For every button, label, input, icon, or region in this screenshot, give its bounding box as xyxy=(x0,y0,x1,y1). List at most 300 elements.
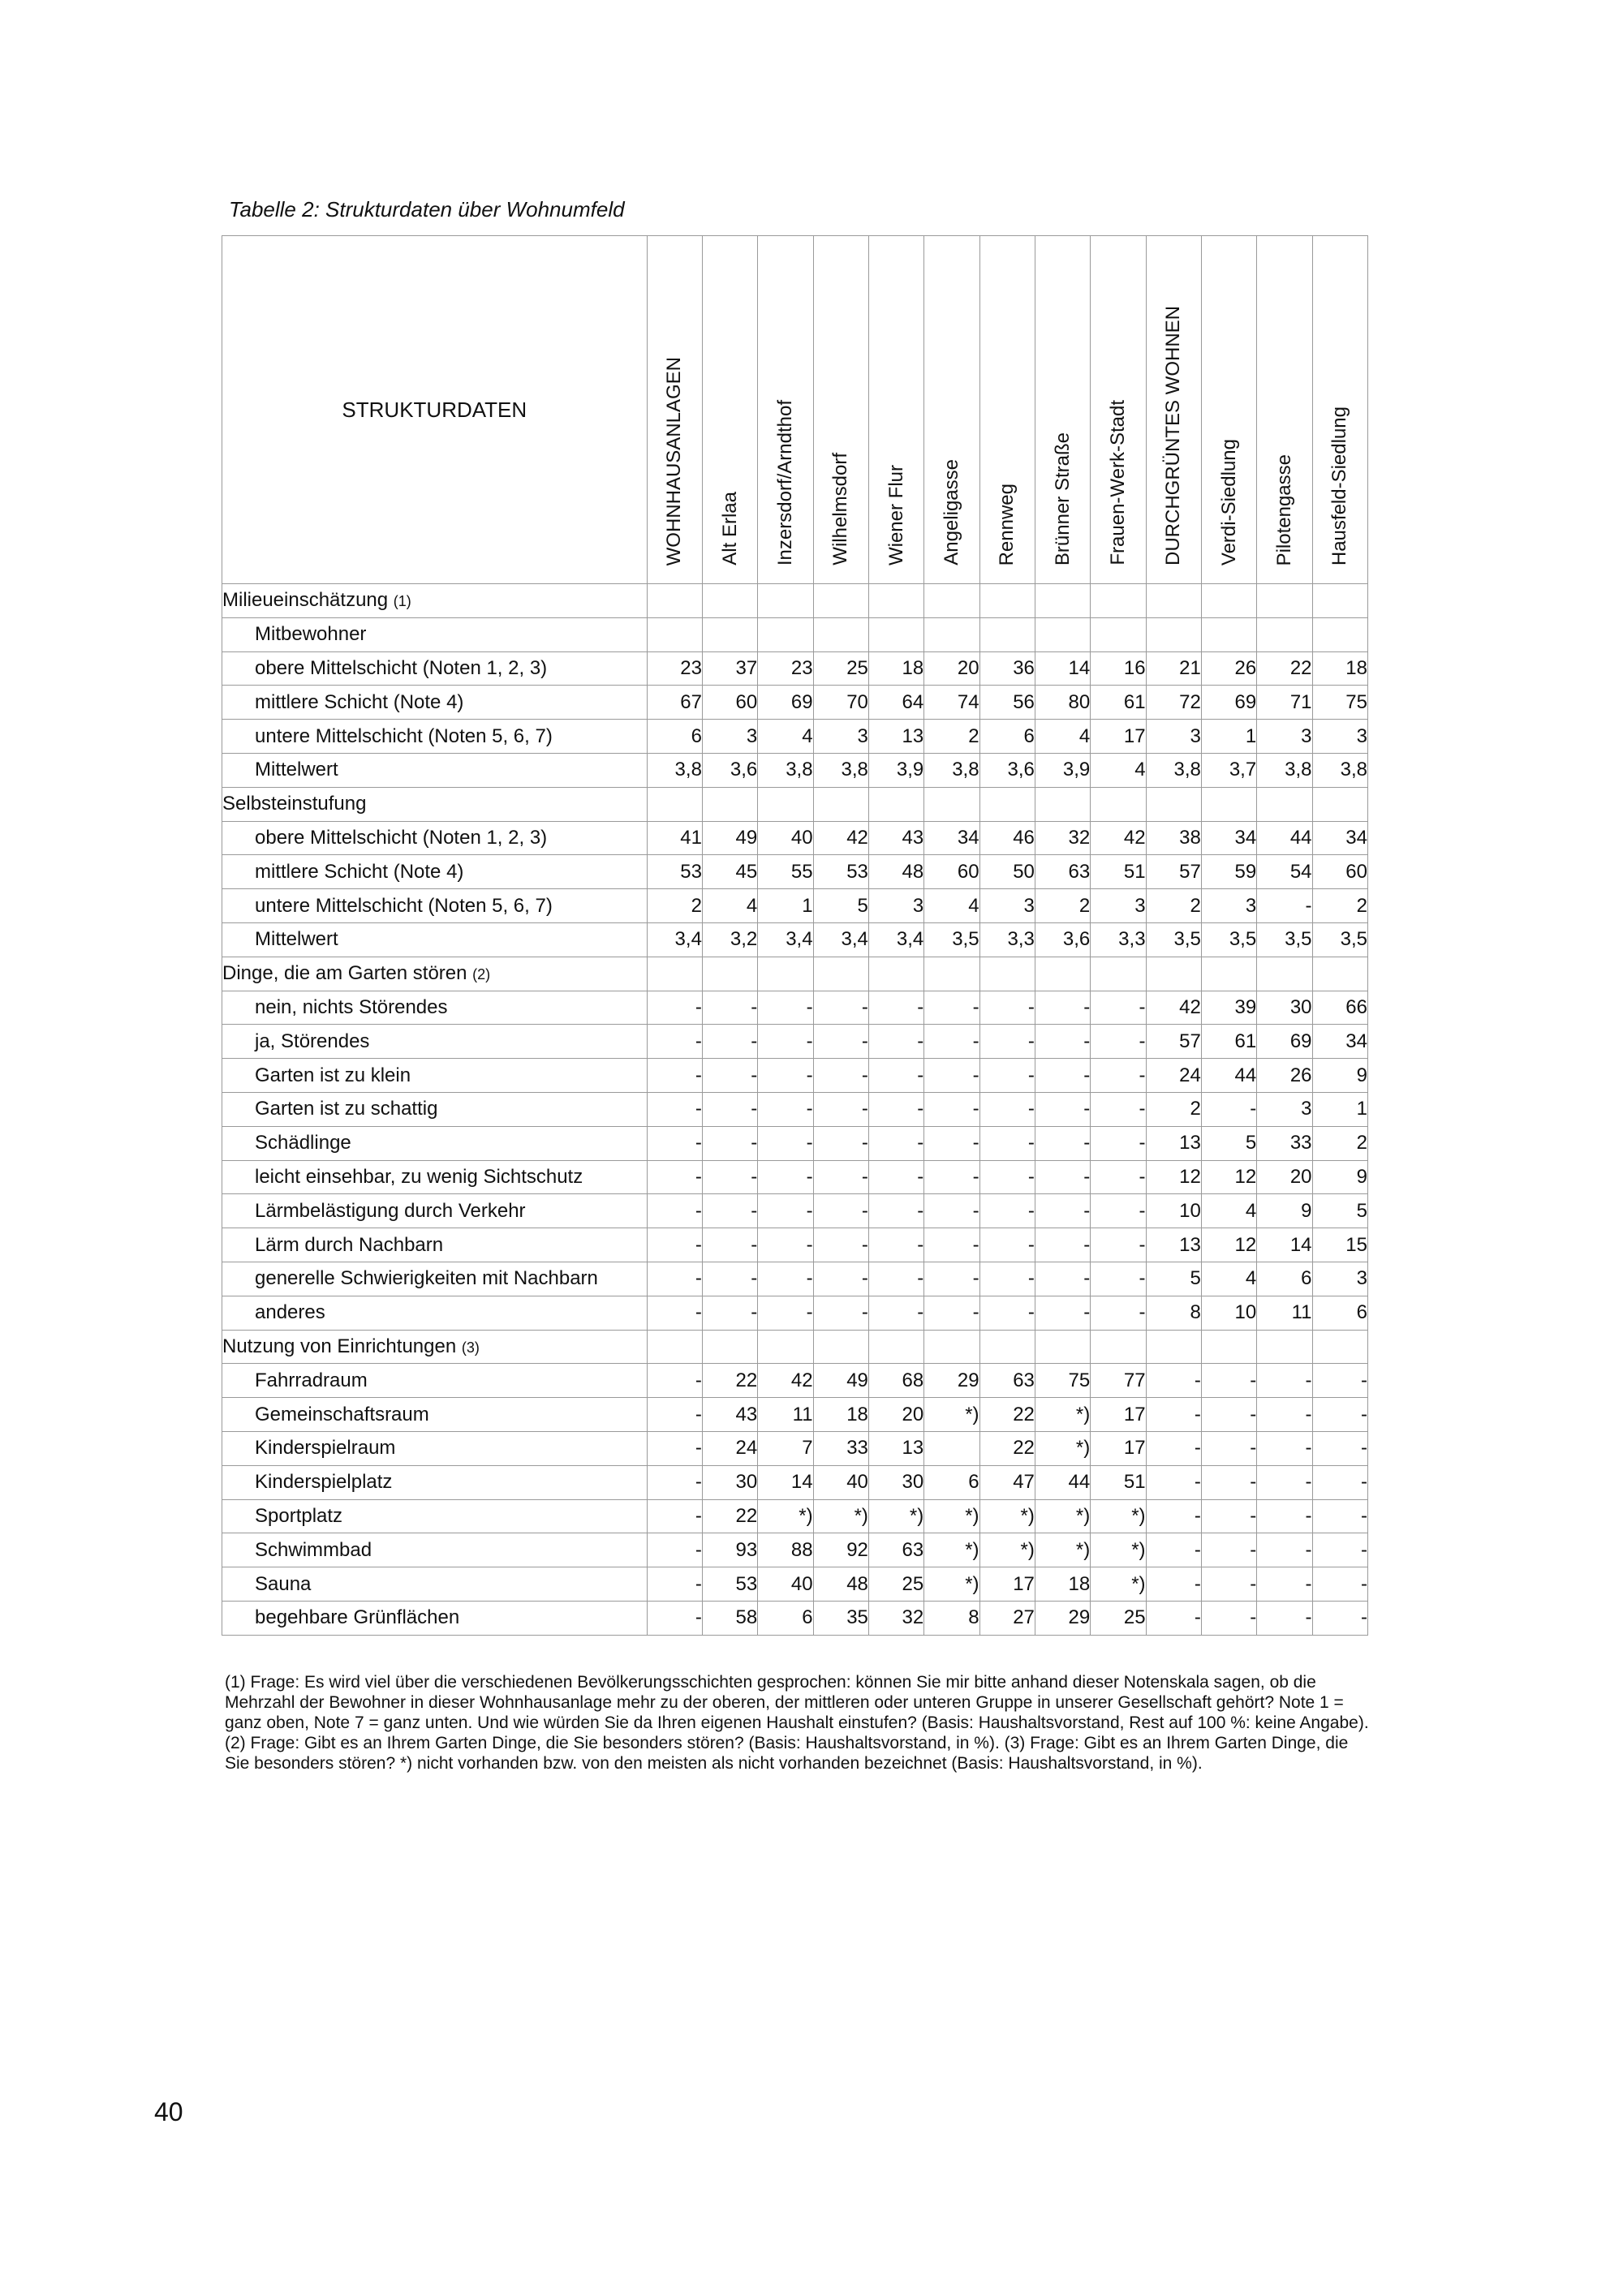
table-cell: 17 xyxy=(979,1567,1035,1602)
table-cell: 7 xyxy=(758,1431,813,1465)
table-cell: 51 xyxy=(1091,855,1146,889)
table-cell: 26 xyxy=(1257,1059,1312,1093)
table-cell xyxy=(1035,584,1090,618)
table-cell: - xyxy=(702,1025,757,1059)
column-header xyxy=(647,236,702,584)
table-row xyxy=(222,1092,1368,1126)
table-cell: 17 xyxy=(1091,720,1146,754)
table-cell: 3 xyxy=(1091,889,1146,923)
table-cell: - xyxy=(758,1092,813,1126)
table-cell: 12 xyxy=(1201,1228,1256,1262)
table-cell: 3,4 xyxy=(758,922,813,957)
table-cell: - xyxy=(702,1194,757,1228)
table-cell xyxy=(1257,1330,1312,1364)
table-cell: 40 xyxy=(758,1567,813,1602)
table-cell: 3,3 xyxy=(1091,922,1146,957)
table-cell xyxy=(1146,584,1201,618)
table-cell: 60 xyxy=(1312,855,1367,889)
row-label-text: mittlere Schicht (Note 4) xyxy=(255,860,464,883)
table-cell: - xyxy=(758,1025,813,1059)
table-cell: - xyxy=(1146,1465,1201,1499)
row-label-text: Nutzung von Einrichtungen xyxy=(222,1335,457,1357)
table-cell: - xyxy=(868,1160,923,1194)
table-cell: 34 xyxy=(1201,821,1256,855)
table-cell xyxy=(702,787,757,821)
table-cell: - xyxy=(979,991,1035,1025)
table-cell xyxy=(1035,1330,1090,1364)
table-cell: 3,5 xyxy=(1146,922,1201,957)
table-cell: 32 xyxy=(868,1601,923,1635)
table-row xyxy=(222,1533,1368,1567)
table-cell: - xyxy=(702,1092,757,1126)
table-cell: - xyxy=(813,1194,868,1228)
table-cell: 22 xyxy=(702,1499,757,1533)
table-cell: 4 xyxy=(1035,720,1090,754)
table-cell: 42 xyxy=(813,821,868,855)
table-cell: - xyxy=(1312,1601,1367,1635)
table-cell: 22 xyxy=(979,1398,1035,1432)
table-row xyxy=(222,1262,1368,1296)
table-cell: *) xyxy=(979,1533,1035,1567)
row-note: (3) xyxy=(461,1339,480,1356)
table-cell: 49 xyxy=(702,821,757,855)
table-cell: - xyxy=(868,1126,923,1160)
table-row xyxy=(222,686,1368,720)
table-row xyxy=(222,1499,1368,1533)
table-cell: 1 xyxy=(758,889,813,923)
table-cell: - xyxy=(758,1262,813,1296)
table-cell xyxy=(702,957,757,991)
table-cell: 3,5 xyxy=(1201,922,1256,957)
corner-header: STRUKTURDATEN xyxy=(222,236,648,584)
column-header xyxy=(1257,236,1312,584)
table-cell: 3,8 xyxy=(647,753,702,787)
table-cell: - xyxy=(1201,1499,1256,1533)
table-cell: 3,8 xyxy=(1312,753,1367,787)
table-cell: - xyxy=(868,1025,923,1059)
row-label-text: Selbsteinstufung xyxy=(222,793,367,815)
page-number: 40 xyxy=(154,2097,183,2126)
table-cell: 10 xyxy=(1146,1194,1201,1228)
table-cell: - xyxy=(758,1296,813,1330)
table-cell: 34 xyxy=(1312,1025,1367,1059)
table-cell: - xyxy=(1312,1431,1367,1465)
column-header-label: Angeligasse xyxy=(940,459,962,565)
table-cell: - xyxy=(1035,1059,1090,1093)
table-cell: 53 xyxy=(813,855,868,889)
table-cell: - xyxy=(1312,1499,1367,1533)
table-cell: - xyxy=(1312,1533,1367,1567)
table-cell: - xyxy=(1091,1092,1146,1126)
table-cell: 39 xyxy=(1201,991,1256,1025)
table-cell: 20 xyxy=(868,1398,923,1432)
table-cell: - xyxy=(868,1092,923,1126)
table-cell: - xyxy=(868,1296,923,1330)
table-cell: 18 xyxy=(868,651,923,686)
table-cell: 59 xyxy=(1201,855,1256,889)
table-cell: - xyxy=(702,1059,757,1093)
table-cell: 48 xyxy=(868,855,923,889)
table-cell: 57 xyxy=(1146,855,1201,889)
table-cell xyxy=(758,1330,813,1364)
row-label xyxy=(222,651,648,686)
table-cell xyxy=(1091,1330,1146,1364)
table-row xyxy=(222,1364,1368,1398)
table-cell: - xyxy=(647,991,702,1025)
column-header xyxy=(1091,236,1146,584)
table-cell: - xyxy=(1146,1431,1201,1465)
table-cell: - xyxy=(868,1262,923,1296)
table-cell: - xyxy=(868,991,923,1025)
table-cell: - xyxy=(1091,1160,1146,1194)
table-cell: 3,2 xyxy=(702,922,757,957)
table-cell xyxy=(868,1330,923,1364)
table-cell: 44 xyxy=(1201,1059,1256,1093)
row-label xyxy=(222,1499,648,1533)
row-label xyxy=(222,1567,648,1602)
table-cell: - xyxy=(702,1160,757,1194)
table-cell: *) xyxy=(924,1567,979,1602)
table-cell: 3 xyxy=(979,889,1035,923)
table-cell xyxy=(924,787,979,821)
table-cell xyxy=(1312,1330,1367,1364)
row-label-text: Garten ist zu klein xyxy=(255,1064,411,1086)
table-cell: - xyxy=(1091,1228,1146,1262)
table-cell: - xyxy=(1146,1567,1201,1602)
table-cell: 15 xyxy=(1312,1228,1367,1262)
section-row xyxy=(222,1330,1368,1364)
table-cell: 16 xyxy=(1091,651,1146,686)
table-cell: 72 xyxy=(1146,686,1201,720)
row-label-text: leicht einsehbar, zu wenig Sichtschutz xyxy=(255,1165,583,1188)
table-header-row xyxy=(222,236,1368,584)
table-cell: - xyxy=(1091,991,1146,1025)
table-cell: - xyxy=(1201,1601,1256,1635)
table-cell: 14 xyxy=(1035,651,1090,686)
table-cell: 42 xyxy=(758,1364,813,1398)
table-cell xyxy=(647,1330,702,1364)
table-cell: - xyxy=(647,1160,702,1194)
table-cell: 3,5 xyxy=(1257,922,1312,957)
row-label-text: Gemeinschaftsraum xyxy=(255,1403,429,1425)
table-cell xyxy=(868,957,923,991)
table-cell: - xyxy=(813,1092,868,1126)
table-cell: 33 xyxy=(813,1431,868,1465)
table-cell: 2 xyxy=(647,889,702,923)
table-cell: - xyxy=(924,1126,979,1160)
row-label xyxy=(222,1262,648,1296)
row-label-text: Mittelwert xyxy=(255,759,338,781)
table-cell: 38 xyxy=(1146,821,1201,855)
table-cell: - xyxy=(1201,1398,1256,1432)
table-cell: 61 xyxy=(1201,1025,1256,1059)
table-cell: 12 xyxy=(1146,1160,1201,1194)
table-cell: 8 xyxy=(924,1601,979,1635)
table-cell xyxy=(758,787,813,821)
row-label xyxy=(222,1126,648,1160)
table-cell xyxy=(758,584,813,618)
table-cell: 20 xyxy=(924,651,979,686)
table-cell: 42 xyxy=(1146,991,1201,1025)
table-row xyxy=(222,1431,1368,1465)
table-cell xyxy=(1201,957,1256,991)
table-row xyxy=(222,1126,1368,1160)
table-cell: 49 xyxy=(813,1364,868,1398)
table-cell xyxy=(813,584,868,618)
table-cell: 67 xyxy=(647,686,702,720)
table-cell: 2 xyxy=(1146,1092,1201,1126)
row-label xyxy=(222,1330,648,1364)
table-cell: 68 xyxy=(868,1364,923,1398)
column-header xyxy=(1312,236,1367,584)
table-cell: 1 xyxy=(1201,720,1256,754)
table-cell: - xyxy=(1312,1398,1367,1432)
table-cell: - xyxy=(647,1228,702,1262)
row-label xyxy=(222,1601,648,1635)
row-label-text: Sportplatz xyxy=(255,1504,343,1527)
table-cell: 36 xyxy=(979,651,1035,686)
table-cell: 22 xyxy=(702,1364,757,1398)
row-label xyxy=(222,1431,648,1465)
table-cell: 3,8 xyxy=(1146,753,1201,787)
table-cell: - xyxy=(1091,1194,1146,1228)
table-row xyxy=(222,1194,1368,1228)
column-header-label: Wiener Flur xyxy=(885,464,907,565)
row-label xyxy=(222,1160,648,1194)
table-cell: - xyxy=(1257,1431,1312,1465)
table-cell: 42 xyxy=(1091,821,1146,855)
row-label-text: generelle Schwierigkeiten mit Nachbarn xyxy=(255,1267,598,1290)
table-cell: 18 xyxy=(1035,1567,1090,1602)
row-label-text: begehbare Grünflächen xyxy=(255,1606,460,1629)
row-label-text: Kinderspielplatz xyxy=(255,1471,393,1494)
table-cell: 3 xyxy=(1146,720,1201,754)
table-cell: *) xyxy=(1035,1398,1090,1432)
table-cell: 3 xyxy=(1201,889,1256,923)
column-header-label: DURCHGRÜNTES WOHNEN xyxy=(1162,306,1185,565)
row-label xyxy=(222,1059,648,1093)
table-cell: - xyxy=(647,1025,702,1059)
table-cell: 12 xyxy=(1201,1160,1256,1194)
table-cell: - xyxy=(813,1025,868,1059)
table-cell: - xyxy=(1257,1533,1312,1567)
table-cell xyxy=(1257,957,1312,991)
table-cell: 3 xyxy=(1257,1092,1312,1126)
table-row xyxy=(222,922,1368,957)
table-row xyxy=(222,651,1368,686)
table-cell: 24 xyxy=(1146,1059,1201,1093)
table-cell xyxy=(1035,957,1090,991)
table-cell: 3 xyxy=(868,889,923,923)
table-cell: 3,6 xyxy=(979,753,1035,787)
table-cell: 6 xyxy=(1312,1296,1367,1330)
table-cell: 57 xyxy=(1146,1025,1201,1059)
table-cell: - xyxy=(1257,1499,1312,1533)
row-label-text: obere Mittelschicht (Noten 1, 2, 3) xyxy=(255,656,548,679)
table-cell: 37 xyxy=(702,651,757,686)
table-cell: - xyxy=(924,1194,979,1228)
row-label-text: Sauna xyxy=(255,1572,312,1595)
table-row xyxy=(222,1398,1368,1432)
section-row xyxy=(222,787,1368,821)
table-cell: 4 xyxy=(924,889,979,923)
table-cell: - xyxy=(1035,1025,1090,1059)
table-cell xyxy=(1091,957,1146,991)
table-cell: 46 xyxy=(979,821,1035,855)
table-cell: *) xyxy=(1035,1533,1090,1567)
table-row xyxy=(222,1567,1368,1602)
table-cell: - xyxy=(702,991,757,1025)
table-cell: - xyxy=(1201,1567,1256,1602)
row-label xyxy=(222,889,648,923)
row-label xyxy=(222,753,648,787)
table-cell: - xyxy=(647,1601,702,1635)
table-cell: - xyxy=(1091,1025,1146,1059)
table-cell: 40 xyxy=(758,821,813,855)
table-cell: - xyxy=(647,1465,702,1499)
table-cell: - xyxy=(813,1059,868,1093)
table-cell: - xyxy=(1035,1262,1090,1296)
table-cell: 6 xyxy=(979,720,1035,754)
table-cell: 9 xyxy=(1312,1059,1367,1093)
table-cell: - xyxy=(647,1092,702,1126)
table-cell: 26 xyxy=(1201,651,1256,686)
table-cell: 30 xyxy=(702,1465,757,1499)
table-cell: - xyxy=(1091,1262,1146,1296)
table-cell xyxy=(1091,787,1146,821)
table-cell: - xyxy=(1146,1398,1201,1432)
table-cell: 93 xyxy=(702,1533,757,1567)
table-cell: 9 xyxy=(1312,1160,1367,1194)
row-label-text: Schädlinge xyxy=(255,1132,351,1154)
table-cell: - xyxy=(1312,1364,1367,1398)
table-cell: 53 xyxy=(647,855,702,889)
table-cell: 77 xyxy=(1091,1364,1146,1398)
table-cell: 3,5 xyxy=(1312,922,1367,957)
table-cell: - xyxy=(979,1126,1035,1160)
table-cell: - xyxy=(1035,1126,1090,1160)
table-cell xyxy=(868,617,923,651)
table-cell: 29 xyxy=(924,1364,979,1398)
table-row xyxy=(222,991,1368,1025)
table-row xyxy=(222,1601,1368,1635)
table-cell: - xyxy=(647,1364,702,1398)
table-cell: 17 xyxy=(1091,1398,1146,1432)
table-cell: 11 xyxy=(758,1398,813,1432)
table-cell: 8 xyxy=(1146,1296,1201,1330)
table-cell xyxy=(813,617,868,651)
table-cell xyxy=(1201,1330,1256,1364)
table-cell: *) xyxy=(1091,1567,1146,1602)
table-row xyxy=(222,1059,1368,1093)
table-cell: - xyxy=(813,1296,868,1330)
table-cell: - xyxy=(1201,1533,1256,1567)
table-cell xyxy=(758,617,813,651)
table-cell: 24 xyxy=(702,1431,757,1465)
table-cell: 20 xyxy=(1257,1160,1312,1194)
table-cell: 63 xyxy=(1035,855,1090,889)
row-label-text: Schwimmbad xyxy=(255,1538,372,1561)
table-row xyxy=(222,720,1368,754)
table-cell: - xyxy=(647,1194,702,1228)
table-cell: *) xyxy=(924,1499,979,1533)
table-cell: 51 xyxy=(1091,1465,1146,1499)
table-cell: 13 xyxy=(1146,1228,1201,1262)
column-header-label: Brünner Straße xyxy=(1051,432,1074,565)
table-cell xyxy=(1035,787,1090,821)
column-header-label: Frauen-Werk-Stadt xyxy=(1106,400,1129,565)
table-cell: 18 xyxy=(813,1398,868,1432)
table-cell: *) xyxy=(979,1499,1035,1533)
table-cell: 47 xyxy=(979,1465,1035,1499)
structure-data-table xyxy=(222,235,1368,1636)
table-row xyxy=(222,753,1368,787)
row-label xyxy=(222,1364,648,1398)
table-cell: *) xyxy=(1091,1499,1146,1533)
table-cell: 32 xyxy=(1035,821,1090,855)
table-cell xyxy=(979,617,1035,651)
table-cell: 6 xyxy=(647,720,702,754)
table-cell: 3,9 xyxy=(868,753,923,787)
table-cell: 3,6 xyxy=(702,753,757,787)
table-cell: - xyxy=(702,1228,757,1262)
table-cell: 22 xyxy=(979,1431,1035,1465)
table-cell: 21 xyxy=(1146,651,1201,686)
table-cell: 6 xyxy=(924,1465,979,1499)
row-label-text: mittlere Schicht (Note 4) xyxy=(255,690,464,713)
table-cell xyxy=(1312,787,1367,821)
table-cell: - xyxy=(979,1160,1035,1194)
table-cell: 23 xyxy=(647,651,702,686)
table-cell: - xyxy=(813,1160,868,1194)
table-cell: 63 xyxy=(979,1364,1035,1398)
table-cell: 40 xyxy=(813,1465,868,1499)
table-cell: *) xyxy=(868,1499,923,1533)
table-cell: 5 xyxy=(1146,1262,1201,1296)
table-cell: 2 xyxy=(1035,889,1090,923)
column-header xyxy=(924,236,979,584)
table-cell xyxy=(1312,957,1367,991)
table-row xyxy=(222,1228,1368,1262)
table-cell: *) xyxy=(1035,1499,1090,1533)
table-cell xyxy=(1091,617,1146,651)
table-cell: - xyxy=(1201,1465,1256,1499)
table-cell xyxy=(1257,584,1312,618)
table-cell: - xyxy=(813,1228,868,1262)
table-cell xyxy=(1035,617,1090,651)
row-label xyxy=(222,617,648,651)
table-cell: 75 xyxy=(1035,1364,1090,1398)
table-cell: 2 xyxy=(1146,889,1201,923)
table-cell xyxy=(813,1330,868,1364)
table-row xyxy=(222,1160,1368,1194)
table-cell xyxy=(1201,617,1256,651)
column-header-label: Alt Erlaa xyxy=(718,492,741,565)
table-cell: - xyxy=(1146,1601,1201,1635)
table-row xyxy=(222,821,1368,855)
table-cell: 43 xyxy=(868,821,923,855)
table-cell xyxy=(813,957,868,991)
table-cell: 23 xyxy=(758,651,813,686)
table-cell: 3 xyxy=(702,720,757,754)
column-header xyxy=(1146,236,1201,584)
table-cell: - xyxy=(1312,1567,1367,1602)
table-cell: 34 xyxy=(1312,821,1367,855)
table-cell xyxy=(702,1330,757,1364)
table-cell: 14 xyxy=(758,1465,813,1499)
table-cell xyxy=(1091,584,1146,618)
table-cell: - xyxy=(647,1296,702,1330)
